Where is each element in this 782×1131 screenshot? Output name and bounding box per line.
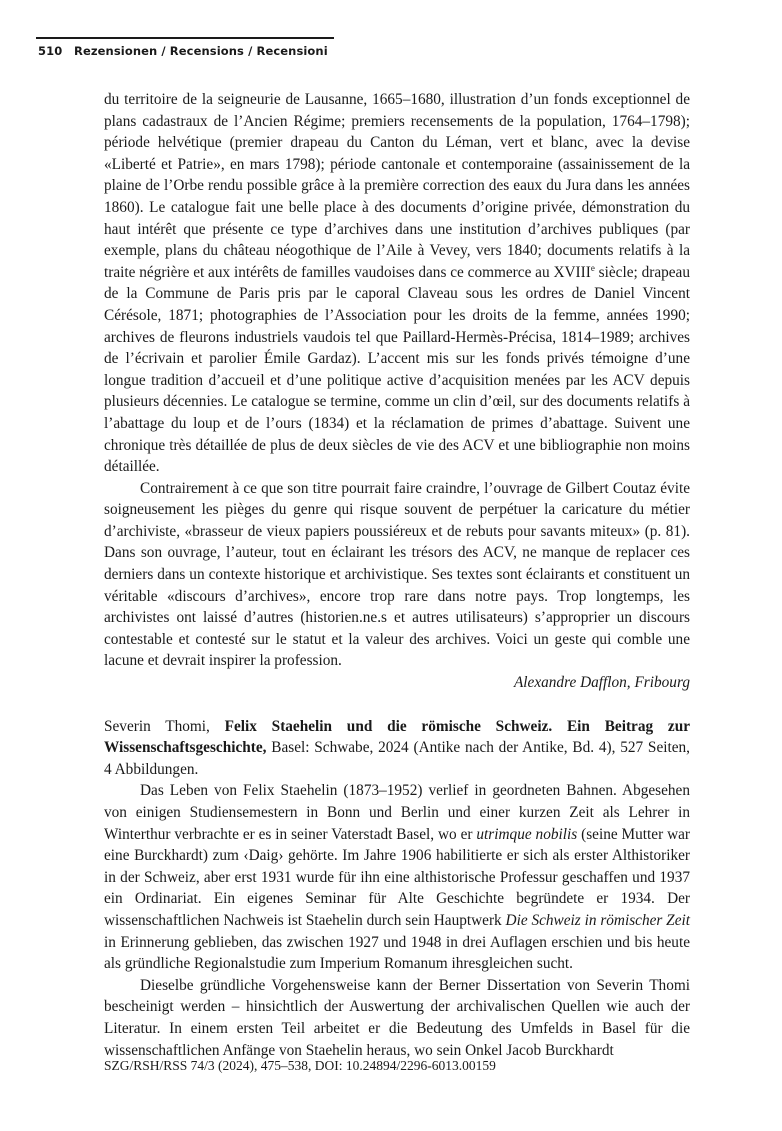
running-header (38, 44, 338, 58)
superscript: e (590, 262, 595, 273)
review1-signature: Alexandre Dafflon, Fribourg (513, 674, 690, 692)
review2-citation (104, 716, 690, 781)
running-title: Rezensionen / Recensions / Recensioni (74, 44, 328, 58)
page-body (104, 89, 690, 1061)
review2-paragraph-1 (104, 780, 690, 974)
text-run: (seine Mutter war eine Burckhardt) zum ‹Daig› gehörte. Im Jahre 1906 habilitierte er sich als erster Althistoriker in der Schweiz, aber erst 1931 wurde für ihn eine althistorische Professur geschaffen und 1937 ein Ordinariat. Ein eigenes Seminar für Alte Geschichte begründete er 1934. Der wissenschaftlichen Nachweis ist Staehelin durch sein Hauptwerk (104, 825, 691, 929)
footer-citation: SZG/RSH/RSS 74/3 (2024), 475–538, DOI: 10.24894/2296-6013.00159 (104, 1058, 496, 1073)
italic-run: Die Schweiz in römischer Zeit (505, 911, 690, 929)
section-gap (104, 694, 690, 716)
text-run: in Erinnerung geblieben, das zwischen 1927 und 1948 in drei Auflagen erschien und bis heute als gründliche Regionalstudie zum Imperium Romanum ihresgleichen sucht. (104, 933, 690, 973)
review2-author: Severin Thomi, (104, 717, 225, 735)
text-run: siècle; drapeau de la Commune de Paris pris par le caporal Claveau sous les ordres de Daniel Vincent Cérésole, 1871; photographies de l’Association pour les droits de la femme, années 1990; archives de fleurons industriels vaudois tel que Paillard-Hermès-Précisa, 1814–1989; archives de l’écrivain et parolier Émile Gardaz). L’accent mis sur les fonds privés témoigne d’une longue tradition d’accueil et d’une politique active d’acquisition menées par les ACV depuis plusieurs décennies. Le catalogue se termine, comme un clin d’œil, sur des documents relatifs à l’abattage du loup et de l’ours (1834) et la réclamation de primes d’abattage. Suivent une chronique très détaillée de plus de deux siècles de vie des ACV et une bibliographie non moins détaillée. (104, 263, 690, 476)
text-run: Das Leben von Felix Staehelin (1873–1952) verlief in geordneten Bahnen. Abgesehen von einigen Studiensemestern in Bonn und Berlin und einer kurzen Zeit als Lehrer in Winterthur verbrachte er es in seiner Vaterstadt Basel, wo er (104, 782, 690, 843)
review1-paragraph-1 (104, 89, 690, 478)
italic-run: utrimque nobilis (476, 825, 578, 843)
header-rule (36, 37, 334, 39)
review2-publication: Basel: Schwabe, 2024 (Antike nach der Antike, Bd. 4), 527 Seiten, 4 Abbildungen. (104, 739, 690, 778)
text-run: du territoire de la seigneurie de Lausanne, 1665–1680, illustration d’un fonds exceptionnel de plans cadastraux de l’Ancien Régime; premiers recensements de la population, 1764–1798); période helvétique (premier drapeau du Canton du Léman, vert et blanc, avec la devise «Liberté et Patrie», en mars 1798); période cantonale et contemporaine (assainissement de la plaine de l’Orbe rendu possible grâce à la première correction des eaux du Jura dans les années 1860). Le catalogue fait une belle place à des documents d’origine privée, démonstration du haut intérêt que présente ce type d’archives dans une institution d’archives publiques (par exemple, plans du château néogothique de l’Aile à Vevey, vers 1840; documents relatifs à la traite négrière et aux intérêts de familles vaudoises dans ce commerce au XVIII (104, 91, 690, 281)
review2-paragraph-2: Dieselbe gründliche Vorgehensweise kann der Berner Dissertation von Severin Thomi bescheinigt werden – hinsichtlich der Auswertung der archivalischen Quellen wie auch der Literatur. In einem ersten Teil arbeitet er die Bedeutung des Umfelds in Basel für die wissenschaftlichen Anfänge von Staehelin heraus, wo sein Onkel Jacob Burckhardt (104, 976, 690, 1059)
review2-title: Felix Staehelin und die römische Schweiz. Ein Beitrag zur Wissenschaftsgeschichte, (104, 717, 690, 757)
review1-paragraph-2: Contrairement à ce que son titre pourrait faire craindre, l’ouvrage de Gilbert Coutaz évite soigneusement les pièges du genre qui risque souvent de perpétuer la caricature du métier d’archiviste, «brasseur de vieux papiers poussiéreux et de rebuts pour savants miteux» (p. 81). Dans son ouvrage, l’auteur, tout en éclairant les trésors des ACV, ne manque de replacer ces derniers dans un contexte historique et archivistique. Ses textes sont éclairants et constituent un véritable «discours d’archives», encore trop rare dans notre pays. Trop longtemps, les archivistes ont laissé d’autres (historien.ne.s et autres utilisateurs) s’approprier un discours contestable et contesté sur le statut et la valeur des archives. Voici un geste qui comble une lacune et devrait inspirer la profession. (104, 479, 690, 670)
page-number: 510 (38, 44, 63, 58)
